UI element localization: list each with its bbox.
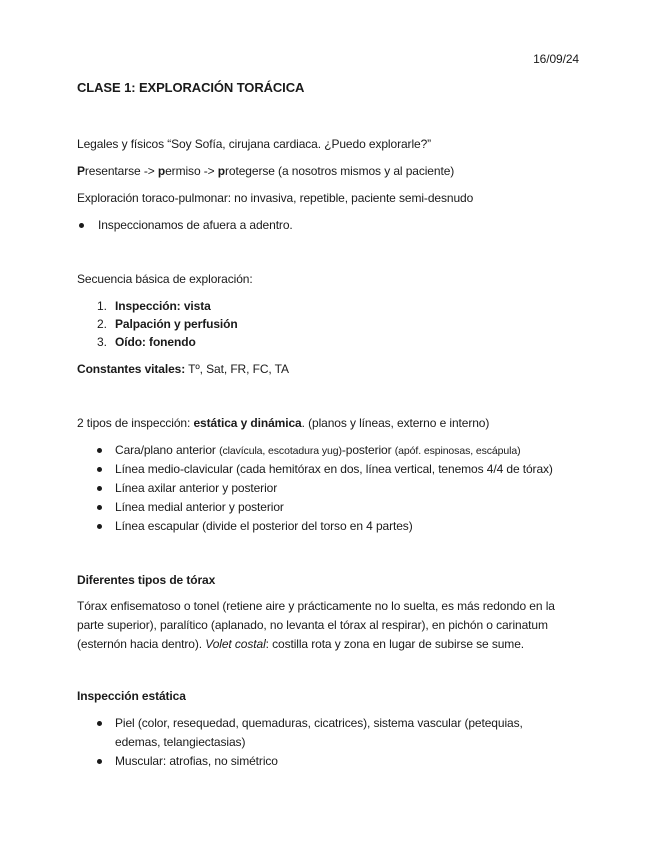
- bullet-dot: [97, 486, 102, 491]
- date: 16/09/24: [533, 52, 579, 66]
- bullet-dot: [97, 467, 102, 472]
- static-item-piel-cont: edemas, telangiectasias): [115, 735, 246, 749]
- inspection-types: 2 tipos de inspección: estática y dinámica. (planos y líneas, externo e interno): [77, 416, 490, 430]
- line-item-medio-clavicular: Línea medio-clavicular (cada hemitórax en dos, línea vertical, tenemos 4/4 de tórax): [115, 462, 553, 476]
- sequence-number: 1.: [97, 299, 107, 313]
- page-title: CLASE 1: EXPLORACIÓN TORÁCICA: [77, 80, 305, 95]
- sequence-number: 2.: [97, 317, 107, 331]
- sequence-item: Inspección: vista: [115, 299, 211, 313]
- line-item-plano: Cara/plano anterior (clavícula, escotadura yug)-posterior (apóf. espinosas, escápula): [115, 443, 521, 457]
- sequence-title: Secuencia básica de exploración:: [77, 272, 253, 286]
- sequence-item: Oído: fonendo: [115, 335, 196, 349]
- thorax-line-1: Tórax enfisematoso o tonel (retiene aire y prácticamente no lo suelta, es más redondo en la: [77, 599, 555, 613]
- bullet-dot: [97, 759, 102, 764]
- line-item-escapular: Línea escapular (divide el posterior del torso en 4 partes): [115, 519, 413, 533]
- thorax-heading: Diferentes tipos de tórax: [77, 573, 216, 587]
- static-item-muscular: Muscular: atrofias, no simétrico: [115, 754, 278, 768]
- paragraph-legales: Legales y físicos “Soy Sofía, cirujana cardiaca. ¿Puedo explorarle?”: [77, 137, 432, 151]
- paragraph-presentarse: Presentarse -> permiso -> protegerse (a nosotros mismos y al paciente): [77, 164, 455, 178]
- bullet-inspeccionamos: Inspeccionamos de afuera a adentro.: [98, 218, 293, 232]
- vitals-line: Constantes vitales: Tº, Sat, FR, FC, TA: [77, 362, 289, 376]
- sequence-number: 3.: [97, 335, 107, 349]
- bullet-dot: [97, 524, 102, 529]
- static-heading: Inspección estática: [77, 689, 186, 703]
- thorax-line-3: (esternón hacia dentro). Volet costal: costilla rota y zona en lugar de subirse se sume.: [77, 637, 525, 651]
- bullet-dot: [97, 448, 102, 453]
- static-item-piel: Piel (color, resequedad, quemaduras, cicatrices), sistema vascular (petequias,: [115, 716, 523, 730]
- thorax-line-2: parte superior), paralítico (aplanado, no levanta el tórax al respirar), en pichón o carinatum: [77, 618, 548, 632]
- sequence-item: Palpación y perfusión: [115, 317, 238, 331]
- bullet-dot: [79, 223, 84, 228]
- bullet-dot: [97, 721, 102, 726]
- line-item-medial: Línea medial anterior y posterior: [115, 500, 284, 514]
- line-item-axilar: Línea axilar anterior y posterior: [115, 481, 278, 495]
- paragraph-exploracion: Exploración toraco-pulmonar: no invasiva, repetible, paciente semi-desnudo: [77, 191, 474, 205]
- bullet-dot: [97, 505, 102, 510]
